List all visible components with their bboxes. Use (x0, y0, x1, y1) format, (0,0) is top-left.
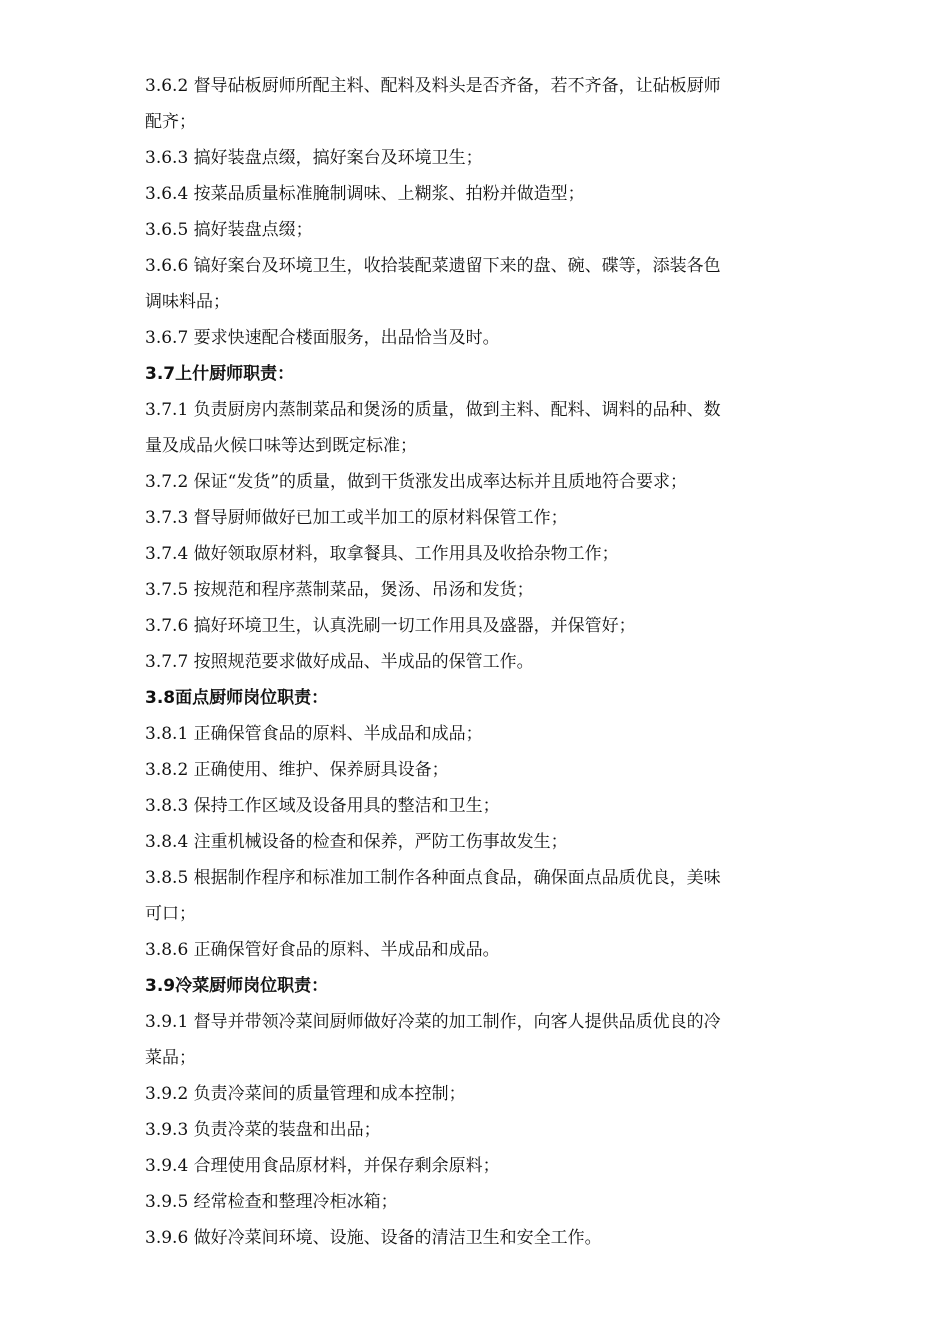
text-line: 3.8.1 正确保管食品的原料、半成品和成品； (145, 724, 483, 744)
section-heading: 3.9冷菜厨师岗位职责： (145, 976, 329, 996)
text-line: 3.6.2 督导砧板厨师所配主料、配料及料头是否齐备，若不齐备，让砧板厨师 (145, 76, 721, 96)
section-heading: 3.7上什厨师职责： (145, 364, 295, 384)
text-line: 量及成品火候口味等达到既定标准； (145, 436, 417, 456)
text-line: 3.7.4 做好领取原材料，取拿餐具、工作用具及收拾杂物工作； (145, 544, 619, 564)
section-heading: 3.8面点厨师岗位职责： (145, 688, 329, 708)
text-line: 菜品； (145, 1048, 196, 1068)
text-line: 3.8.6 正确保管好食品的原料、半成品和成品。 (145, 940, 500, 960)
text-line: 3.8.4 注重机械设备的检查和保养，严防工伤事故发生； (145, 832, 568, 852)
text-line: 3.9.4 合理使用食品原材料，并保存剩余原料； (145, 1156, 500, 1176)
text-line: 3.6.5 搞好装盘点缀； (145, 220, 313, 240)
text-line: 调味料品； (145, 292, 230, 312)
text-line: 3.6.6 镐好案台及环境卫生，收拾装配菜遗留下来的盘、碗、碟等，添装各色 (145, 256, 721, 276)
document-body (145, 68, 815, 1256)
text-line: 3.8.5 根据制作程序和标准加工制作各种面点食品，确保面点品质优良，美味 (145, 868, 721, 888)
text-line: 3.9.1 督导并带领冷菜间厨师做好冷菜的加工制作，向客人提供品质优良的冷 (145, 1012, 721, 1032)
text-line: 3.7.2 保证“发货”的质量，做到干货涨发出成率达标并且质地符合要求； (145, 472, 688, 492)
text-line: 3.8.2 正确使用、维护、保养厨具设备； (145, 760, 449, 780)
text-line: 3.6.4 按菜品质量标准腌制调味、上糊浆、拍粉并做造型； (145, 184, 585, 204)
text-line: 配齐； (145, 112, 196, 132)
text-line: 3.9.3 负责冷菜的装盘和出品； (145, 1120, 381, 1140)
text-line: 可口； (145, 904, 196, 924)
text-line: 3.7.6 搞好环境卫生，认真洗刷一切工作用具及盛器，并保管好； (145, 616, 636, 636)
text-line: 3.7.1 负责厨房内蒸制菜品和煲汤的质量，做到主料、配料、调料的品种、数 (145, 400, 721, 420)
text-line: 3.9.6 做好冷菜间环境、设施、设备的清洁卫生和安全工作。 (145, 1228, 602, 1248)
text-line: 3.7.7 按照规范要求做好成品、半成品的保管工作。 (145, 652, 534, 672)
text-line: 3.6.3 搞好装盘点缀，搞好案台及环境卫生； (145, 148, 483, 168)
text-line: 3.9.5 经常检查和整理冷柜冰箱； (145, 1192, 398, 1212)
text-line: 3.6.7 要求快速配合楼面服务，出品恰当及时。 (145, 328, 500, 348)
text-line: 3.9.2 负责冷菜间的质量管理和成本控制； (145, 1084, 466, 1104)
text-line: 3.7.5 按规范和程序蒸制菜品，煲汤、吊汤和发货； (145, 580, 534, 600)
text-line: 3.8.3 保持工作区域及设备用具的整洁和卫生； (145, 796, 500, 816)
text-line: 3.7.3 督导厨师做好已加工或半加工的原材料保管工作； (145, 508, 568, 528)
